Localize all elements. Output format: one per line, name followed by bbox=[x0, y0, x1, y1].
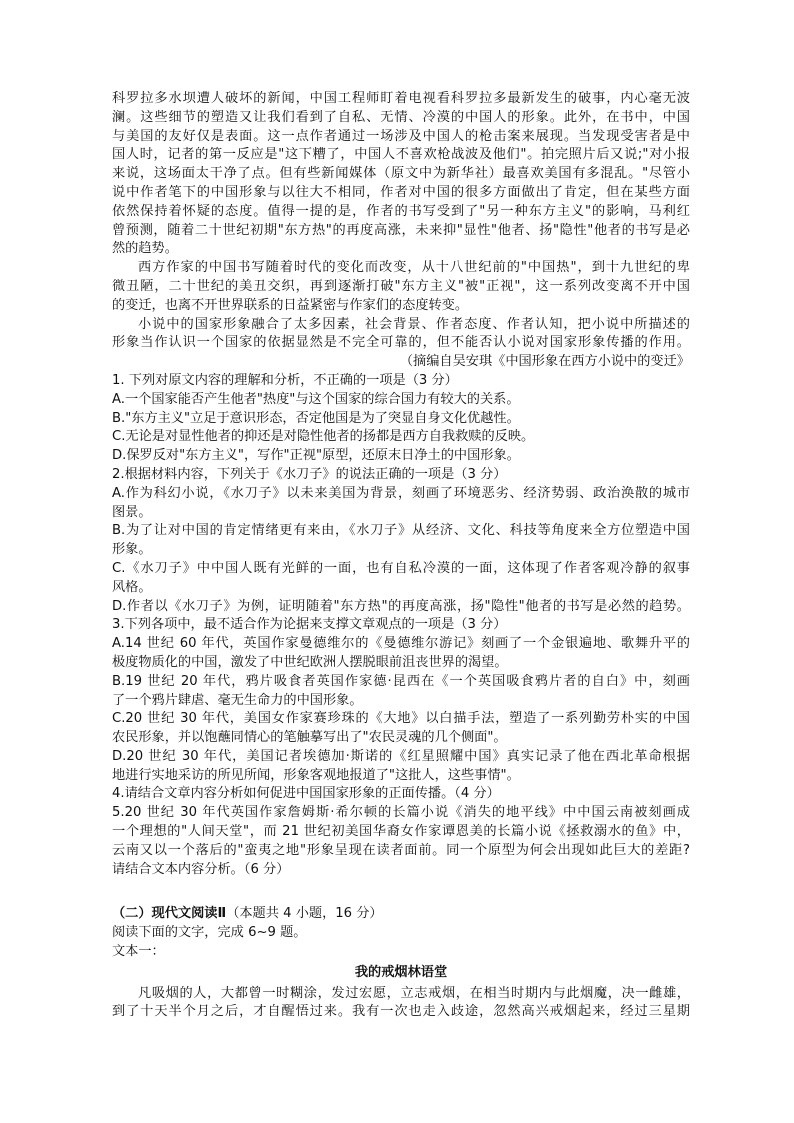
text-line: 依然保持着怀疑的态度。值得一提的是，作者的书写受到了"另一种东方主义"的影响，马利红 bbox=[112, 203, 690, 219]
option-c: C.20 世纪 30 年代，美国女作家赛珍珠的《大地》以白描手法，塑造了一系列勤劳朴实的中国 bbox=[112, 711, 690, 727]
option-d: D.20 世纪 30 年代，美国记者埃德加·斯诺的《红星照耀中国》真实记录了他在西北革命根据 bbox=[112, 748, 690, 764]
text-line: 凡吸烟的人，大都曾一时糊涂，发过宏愿，立志戒烟，在相当时期内与此烟魔，决一雌雄， bbox=[138, 985, 690, 1001]
text-line: 来说，这场面太干净了点。但有些新闻媒体（原文中为新华社）最喜欢美国有多混乱。"尽管小 bbox=[112, 166, 690, 182]
option-b: B."东方主义"立足于意识形态，否定他国是为了突显自身文化优越性。 bbox=[112, 410, 520, 426]
option-d: D.保罗反对"东方主义"，写作"正视"原型，还原末日净土的中国形象。 bbox=[112, 448, 520, 464]
option-a: A.一个国家能否产生他者"热度"与这个国家的综合国力有较大的关系。 bbox=[112, 391, 520, 407]
text-line: 科罗拉多水坝遭人破坏的新闻，中国工程师盯着电视看科罗拉多最新发生的破事，内心毫无波 bbox=[112, 91, 690, 106]
option-d-cont: 地进行实地采访的所见所闻，形象客观地报道了"这批人，这些事情"。 bbox=[112, 767, 520, 783]
question-stem: 5.20 世纪 30 年代英国作家詹姆斯·希尔顿的长篇小说《消失的地平线》中中国云南被刻画成 bbox=[112, 805, 690, 821]
article-title: 我的戒烟林语堂 bbox=[354, 964, 448, 980]
option-c: C.《水刀子》中中国人既有光鲜的一面，也有自私冷漠的一面，这体现了作者客观冷静的叙事 bbox=[112, 560, 690, 576]
section-2 bbox=[112, 905, 690, 1022]
question-stem-cont: 请结合文本内容分析。（6 分） bbox=[112, 861, 290, 877]
paragraph-1 bbox=[112, 90, 690, 259]
option-a: A.14 世纪 60 年代，英国作家曼德维尔的《曼德维尔游记》刻画了一个金银遍地、歌舞升平的 bbox=[112, 636, 690, 652]
question-stem: 2.根据材料内容，下列关于《水刀子》的说法正确的一项是（3 分） bbox=[112, 466, 507, 482]
text-label: 文本一： bbox=[112, 944, 165, 960]
text-line: 曾预测，随着二十世纪初期"东方热"的再度高涨，未来抑"显性"他者、扬"隐性"他者的书写是必 bbox=[112, 222, 690, 238]
option-a-cont: 极度物质化的中国，激发了中世纪欧洲人摆脱眼前沮丧世界的渴望。 bbox=[112, 654, 508, 670]
question-stem: 1. 下列对原文内容的理解和分析，不正确的一项是（3 分） bbox=[112, 372, 458, 388]
question-4: 4.请结合文章内容分析如何促进中国国家形象的正面传播。（4 分） bbox=[112, 786, 500, 802]
question-3 bbox=[112, 616, 690, 785]
question-5 bbox=[112, 804, 690, 879]
option-b: B.19 世纪 20 年代，鸦片吸食者英国作家德·昆西在《一个英国吸食鸦片者的自白》中，刻画 bbox=[112, 673, 690, 689]
text-line: 到了十天半个月之后，才自醒悟过来。我有一次也走入歧途，忽然高兴戒烟起来，经过三星期 bbox=[112, 1004, 690, 1020]
question-2 bbox=[112, 466, 690, 616]
option-c: C.无论是对显性他者的抑还是对隐性他者的扬都是西方自我救赎的反映。 bbox=[112, 429, 535, 445]
section-instruction: 阅读下面的文字，完成 6~9 题。 bbox=[112, 925, 307, 941]
text-line: 国人时，记者的第一反应是"这下糟了，中国人不喜欢枪战波及他们"。拍完照片后又说;"对小报 bbox=[112, 147, 690, 163]
option-a: A.作为科幻小说，《水刀子》以未来美国为背景，刻画了环境恶劣、经济势弱、政治涣散的城市 bbox=[112, 485, 690, 501]
paragraph-2 bbox=[112, 259, 690, 315]
source-citation: （摘编自吴安琪《中国形象在西方小说中的变迁》 bbox=[399, 354, 690, 370]
text-line: 澜。这些细节的塑造又让我们看到了自私、无情、冷漠的中国人的形象。此外，在书中，中国 bbox=[112, 109, 690, 125]
section-spacer bbox=[112, 879, 690, 905]
section-heading-note: （本题共 4 小题，16 分） bbox=[226, 906, 383, 922]
option-c-cont: 风格。 bbox=[112, 579, 152, 595]
option-b: B.为了让对中国的肯定情绪更有来由，《水刀子》从经济、文化、科技等角度来全方位塑造中国 bbox=[112, 523, 690, 539]
option-b-cont: 了一个鸦片肆虐、毫无生命力的中国形象。 bbox=[112, 692, 363, 708]
text-line: 形象当作认识一个国家的依据显然是不完全可靠的，但不能否认小说对国家形象传播的作用。 bbox=[112, 335, 690, 351]
text-line: 的变迁，也离不开世界联系的日益紧密与作家们的态度转变。 bbox=[112, 297, 469, 313]
text-line: 然的趋势。 bbox=[112, 241, 178, 257]
option-b-cont: 形象。 bbox=[112, 542, 152, 558]
section-heading bbox=[112, 905, 690, 924]
section-heading-title: （二）现代文阅读Ⅱ bbox=[112, 906, 227, 922]
option-c-cont: 农民形象，并以饱蘸同情心的笔触摹写出了"农民灵魂的几个侧面"。 bbox=[112, 730, 507, 746]
text-line: 西方作家的中国书写随着时代的变化而改变，从十八世纪前的"中国热"，到十九世纪的卑 bbox=[138, 260, 690, 276]
text-line: 说中作者笔下的中国形象与以往大不相同，作者对中国的很多方面做出了肯定，但在某些方面 bbox=[112, 184, 690, 200]
paragraph-3 bbox=[112, 316, 690, 354]
question-1 bbox=[112, 372, 690, 466]
option-d: D.作者以《水刀子》为例，证明随着"东方热"的再度高涨，扬"隐性"他者的书写是必然的趋势。 bbox=[112, 598, 690, 614]
text-line: 小说中的国家形象融合了太多因素，社会背景、作者态度、作者认知，把小说中所描述的 bbox=[138, 316, 690, 332]
option-a-cont: 图景。 bbox=[112, 504, 152, 520]
text-line: 与美国的友好仅是表面。这一点作者通过一场涉及中国人的枪击案来展现。当发现受害者是中 bbox=[112, 128, 690, 144]
document-page bbox=[112, 90, 690, 1022]
question-stem: 3.下列各项中，最不适合作为论据来支撑文章观点的一项是（3 分） bbox=[112, 617, 507, 633]
text-line: 微丑陋，二十世纪的美丑交织，再到逐渐打破"东方主义"被"正视"，这一系列改变离不开中国 bbox=[112, 278, 690, 294]
question-stem-cont: 云南又以一个落后的"蛮夷之地"形象呈现在读者面前。同一个原型为何会出现如此巨大的差距? bbox=[112, 842, 690, 858]
question-stem-cont: 一个理想的"人间天堂"，而 21 世纪初美国华裔女作家谭恩美的长篇小说《拯救溺水的鱼》中， bbox=[112, 824, 690, 840]
